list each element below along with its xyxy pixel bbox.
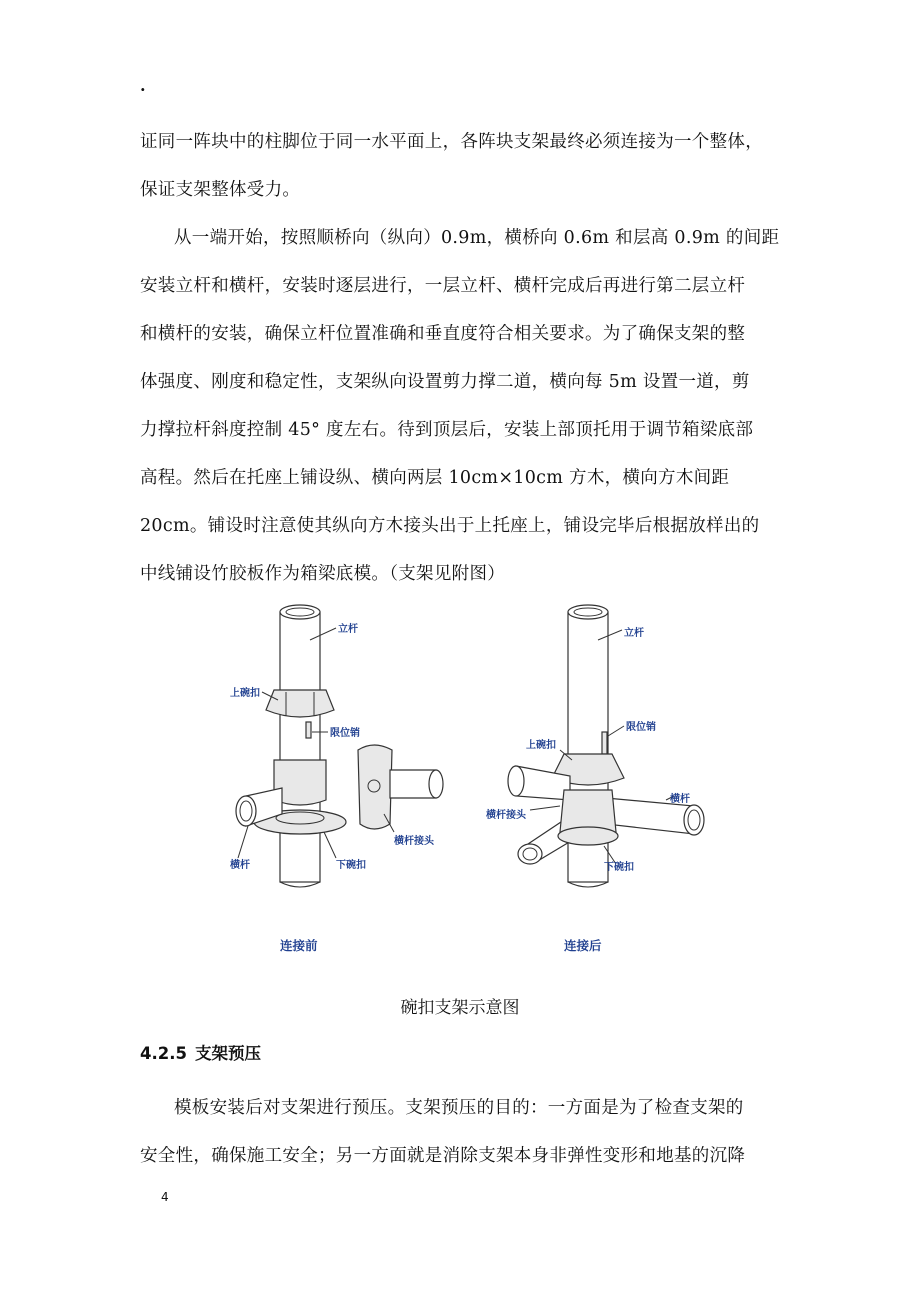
- text-line: 高程。然后在托座上铺设纵、横向两层 10cm×10cm 方木，横向方木间距: [140, 468, 730, 488]
- subtitle-after: 连接后: [564, 938, 602, 953]
- label-lower-bowl: 下碗扣: [604, 862, 634, 873]
- label-crossbar: 横杆: [230, 860, 250, 871]
- upright-pipe: [280, 612, 320, 882]
- paragraph-installation: [140, 214, 780, 598]
- label-lower-bowl: 下碗扣: [336, 860, 366, 871]
- paragraph-preload: [140, 1084, 780, 1180]
- text-line: 安装立杆和横杆，安装时逐层进行，一层立杆、横杆完成后再进行第二层立杆: [140, 276, 746, 296]
- section-title: 支架预压: [194, 1044, 261, 1063]
- label-limit-pin: 限位销: [330, 728, 360, 739]
- text-line: 模板安装后对支架进行预压。支架预压的目的：一方面是为了检查支架的: [174, 1098, 744, 1118]
- text-line: 体强度、刚度和稳定性，支架纵向设置剪力撑二道，横向每 5m 设置一道，剪: [140, 372, 750, 392]
- label-upper-bowl: 上碗扣: [526, 740, 556, 751]
- diagram-before-connection: [229, 605, 443, 953]
- lower-bowl: [558, 827, 618, 845]
- text-line: 力撑拉杆斜度控制 45° 度左右。待到顶层后，安装上部顶托用于调节箱梁底部: [140, 420, 754, 440]
- text-line: 20cm。铺设时注意使其纵向方木接头出于上托座上，铺设完毕后根据放样出的: [140, 516, 760, 536]
- paragraph-continuation: [140, 118, 780, 214]
- page-number: 4: [161, 1190, 169, 1204]
- upper-bowl: [266, 690, 334, 717]
- limit-pin: [306, 722, 311, 738]
- label-limit-pin: 限位销: [626, 722, 656, 733]
- section-heading: [140, 1040, 261, 1064]
- text-line: 从一端开始，按照顺桥向（纵向）0.9m，横桥向 0.6m 和层高 0.9m 的间距: [174, 228, 780, 248]
- text-line: 和横杆的安装，确保立杆位置准确和垂直度符合相关要求。为了确保支架的整: [140, 324, 746, 344]
- label-upright: 立杆: [338, 624, 358, 635]
- section-number: 4.2.5: [140, 1044, 187, 1063]
- label-joint: 横杆接头: [486, 810, 526, 821]
- label-upright: 立杆: [624, 628, 644, 639]
- label-upper-bowl: 上碗扣: [230, 688, 260, 699]
- text-line: 中线铺设竹胶板作为箱梁底模。（支架见附图）: [140, 564, 506, 584]
- text-line: 保证支架整体受力。: [140, 180, 301, 200]
- bowl-buckle-diagram: [224, 600, 720, 962]
- limit-pin: [602, 732, 607, 754]
- figure-caption: 碗扣支架示意图: [400, 998, 520, 1018]
- crossbar-joint: [358, 745, 392, 829]
- diagram-after-connection: [485, 605, 704, 953]
- label-crossbar: 横杆: [670, 794, 690, 805]
- text-line: 证同一阵块中的柱脚位于同一水平面上，各阵块支架最终必须连接为一个整体，: [140, 132, 763, 152]
- bowl-buckle-figure: [224, 600, 720, 962]
- top-mark: .: [140, 76, 146, 95]
- label-joint: 横杆接头: [394, 836, 434, 847]
- crossbar-end: [518, 844, 542, 864]
- text-line: 安全性，确保施工安全；另一方面就是消除支架本身非弹性变形和地基的沉降: [140, 1146, 746, 1166]
- subtitle-before: 连接前: [280, 938, 318, 953]
